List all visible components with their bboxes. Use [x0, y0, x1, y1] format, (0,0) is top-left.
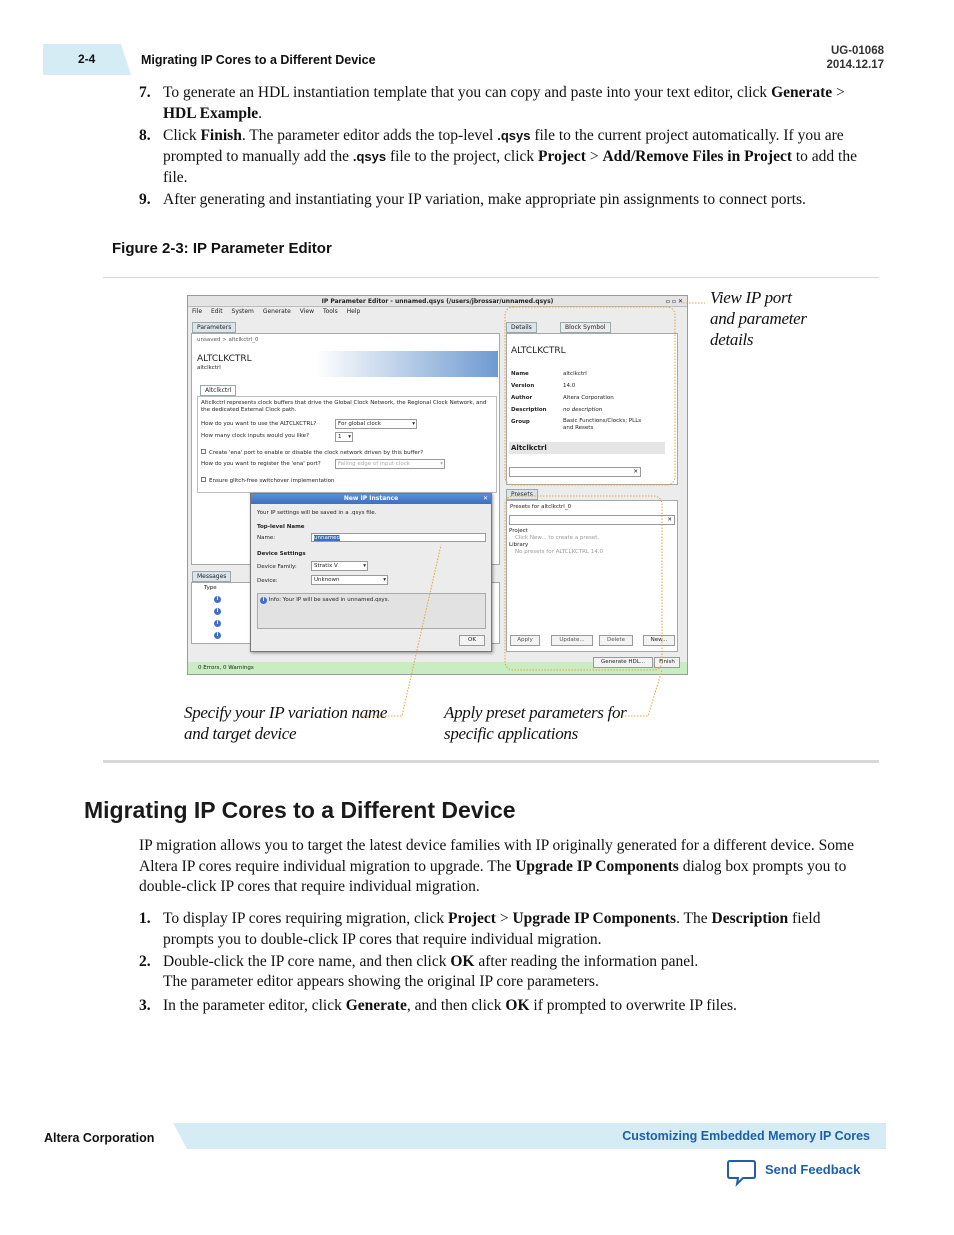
running-header-title: Migrating IP Cores to a Different Device	[141, 53, 376, 67]
chevron-down-icon: ▾	[348, 434, 351, 440]
preset-update-button[interactable]: Update...	[551, 635, 593, 646]
step-text: .	[258, 105, 263, 122]
checkbox-label: Ensure glitch-free switchover implementation	[209, 478, 335, 484]
generate-hdl-button[interactable]: Generate HDL...	[593, 657, 653, 668]
variation-leader	[361, 545, 441, 716]
presets-project[interactable]: Project	[509, 528, 528, 534]
step-text: after reading the information panel.	[474, 953, 699, 970]
presets-library[interactable]: Library	[509, 542, 529, 548]
footer-doc-title-link[interactable]: Customizing Embedded Memory IP Cores	[622, 1129, 870, 1143]
step-text: field prompts you to double-click IP cores that require individual migration.	[163, 910, 821, 948]
details-key: Name	[511, 371, 529, 377]
tab-messages[interactable]: Messages	[192, 571, 231, 582]
footer-company: Altera Corporation	[44, 1131, 155, 1145]
checkbox-label: Create 'ena' port to enable or disable the clock network driven by this buffer?	[209, 450, 423, 456]
details-value: altclkctrl	[563, 371, 587, 377]
ui-term-ok: OK	[450, 953, 475, 970]
info-icon: i	[214, 631, 221, 639]
step-text: . The parameter editor adds the top-level	[241, 127, 498, 144]
presets-project-hint: Click New... to create a preset.	[515, 535, 600, 541]
ui-term-add-remove: Add/Remove Files in Project	[602, 148, 792, 165]
details-footer: Altclkctrl	[509, 442, 665, 454]
step-number: 1.	[139, 910, 151, 927]
info-icon: i	[214, 607, 221, 615]
presets-library-hint: No presets for ALTCLKCTRL 14.0	[515, 549, 603, 555]
step-text: Click	[163, 127, 201, 144]
tab-presets[interactable]: Presets	[506, 489, 538, 500]
preset-apply-button[interactable]: Apply	[510, 635, 540, 646]
chevron-down-icon: ▾	[412, 421, 415, 427]
dialog-info: Your IP settings will be saved in a .qsys file.	[257, 510, 377, 516]
ui-term-finish: Finish	[200, 127, 242, 144]
send-feedback-link[interactable]: Send Feedback	[765, 1162, 861, 1177]
q-register-label: How do you want to register the 'ena' port?	[201, 461, 321, 467]
step-number: 9.	[139, 191, 151, 208]
ui-term-upgrade: Upgrade IP Components	[512, 910, 677, 927]
migrate-step-1	[139, 908, 859, 950]
menu-file[interactable]: File	[192, 308, 203, 315]
info-icon: i	[214, 619, 221, 627]
figure-bottom-rule	[103, 760, 879, 763]
menu-tools[interactable]: Tools	[322, 308, 338, 315]
tab-block-symbol[interactable]: Block Symbol	[560, 322, 611, 333]
step-text: After generating and instantiating your IP variation, make appropriate pin assignments to connect ports.	[163, 191, 806, 208]
dialog-title: New IP Instance	[343, 495, 399, 502]
presets-highlight	[505, 496, 662, 670]
menu-separator: >	[495, 910, 513, 927]
section-heading: Migrating IP Cores to a Different Device	[84, 797, 516, 823]
doc-date: 2014.12.17	[826, 59, 884, 71]
clear-icon[interactable]: ✕	[667, 517, 672, 523]
callout-line: specific applications	[444, 724, 578, 743]
step-text: Double-click the IP core name, and then click	[163, 953, 451, 970]
ui-term-generate: Generate	[771, 84, 833, 101]
step-number: 8.	[139, 127, 151, 144]
info-icon: i	[260, 597, 267, 604]
dialog-device-label: Device:	[257, 578, 278, 584]
select-value: For global clock	[338, 421, 381, 427]
dialog-message-text: Info: Your IP will be saved in unnamed.qsys.	[268, 597, 390, 603]
q-use-label: How do you want to use the ALTCLKCTRL?	[201, 421, 317, 427]
chevron-down-icon: ▾	[363, 563, 366, 569]
breadcrumb: unsaved > altclkctrl_0	[197, 337, 259, 343]
ui-term-generate: Generate	[345, 997, 407, 1014]
file-extension: .qsys	[497, 128, 531, 143]
select-value: Unknown	[314, 577, 340, 583]
preset-delete-button[interactable]: Delete	[599, 635, 633, 646]
details-value: no description	[563, 407, 603, 413]
menu-edit[interactable]: Edit	[210, 308, 223, 315]
step-number: 3.	[139, 997, 151, 1014]
step-text: In the parameter editor, click	[163, 997, 346, 1014]
details-value: Basic Functions/Clocks; PLLs and Resets	[563, 418, 642, 431]
finish-button[interactable]: Finish	[654, 657, 680, 668]
dialog-top-level: Top-level Name	[257, 524, 305, 530]
callout-line: View IP port	[710, 288, 792, 307]
callout-line: Specify your IP variation name	[184, 703, 388, 722]
figure-caption: Figure 2-3: IP Parameter Editor	[112, 240, 332, 257]
ui-term-ok: OK	[505, 997, 530, 1014]
step-number: 2.	[139, 953, 151, 970]
step-number: 7.	[139, 84, 151, 101]
window-title: IP Parameter Editor - unnamed.qsys (/users/jbrossar/unnamed.qsys)	[321, 298, 554, 305]
file-extension: .qsys	[352, 149, 387, 164]
details-title: ALTCLKCTRL	[511, 346, 566, 356]
intro-text: IP migration allows you to target the latest device families with IP originally generated for a different device. Some Altera IP cores require individual migration to upgrade. The	[139, 837, 854, 875]
step-text: if prompted to overwrite IP files.	[529, 997, 737, 1014]
callout-line: details	[710, 330, 754, 349]
presets-leader	[622, 670, 662, 716]
menu-separator: >	[585, 148, 603, 165]
step-text: To display IP cores requiring migration, click	[163, 910, 449, 927]
step-text: file to the current project automatically. If you are prompted to manually add the	[163, 127, 844, 165]
input-value: unnamed	[314, 535, 341, 541]
select-value: Falling edge of input clock	[338, 461, 410, 467]
ui-term-project: Project	[538, 148, 586, 165]
menu-help[interactable]: Help	[346, 308, 361, 315]
ui-term-project: Project	[448, 910, 496, 927]
migrate-step-3	[139, 995, 859, 1016]
core-subtitle: altclkctrl	[197, 365, 221, 371]
step-text: to add the file.	[163, 148, 857, 186]
migrate-step-2	[139, 952, 859, 992]
details-highlight	[505, 307, 675, 485]
clear-icon[interactable]: ✕	[633, 469, 638, 475]
step-text: , and then click	[406, 997, 506, 1014]
messages-type-header: Type	[204, 585, 217, 591]
status-text: 0 Errors, 0 Warnings	[198, 665, 254, 671]
tab-parameters[interactable]: Parameters	[192, 322, 236, 333]
feedback-icon[interactable]	[727, 1159, 757, 1187]
step-text: The parameter editor appears showing the original IP core parameters.	[163, 973, 599, 990]
dialog-ok-button[interactable]: OK	[459, 635, 485, 646]
step-text: To generate an HDL instantiation template that you can copy and paste into your text editor, click	[163, 84, 772, 101]
dialog-name-label: Name:	[257, 535, 276, 541]
menu-system[interactable]: System	[231, 308, 254, 315]
intro-text: dialog box prompts you to double-click IP cores that require individual migration.	[139, 857, 847, 895]
details-value: Altera Corporation	[563, 395, 614, 401]
preset-new-button[interactable]: New...	[643, 635, 675, 646]
details-key: Version	[511, 383, 535, 389]
ui-term-upgrade: Upgrade IP Components	[515, 857, 679, 875]
close-icon[interactable]: ✕	[482, 495, 488, 502]
tab-altclkctrl[interactable]: Altclkctrl	[200, 385, 236, 396]
info-icon: i	[214, 595, 221, 603]
dialog-family-label: Device Family:	[257, 564, 297, 570]
chevron-down-icon: ▾	[440, 461, 443, 467]
callout-line: and target device	[184, 724, 297, 743]
tab-details[interactable]: Details	[506, 322, 537, 333]
window-controls-icon[interactable]: ▫▫✕	[665, 298, 685, 305]
menu-view[interactable]: View	[299, 308, 315, 315]
core-title: ALTCLKCTRL	[197, 354, 252, 364]
doc-id: UG-01068	[830, 45, 884, 57]
ui-term-description: Description	[711, 910, 789, 927]
core-description: Altclkctrl represents clock buffers that drive the Global Clock Network, the Regional Clock Network, and the dedicated External Clock path.	[201, 400, 487, 413]
details-key: Description	[511, 407, 547, 413]
page-number: 2-4	[78, 52, 96, 66]
select-value: Stratix V	[314, 563, 338, 569]
details-key: Author	[511, 395, 533, 401]
callout-line: Apply preset parameters for	[444, 703, 627, 722]
presets-for-label: Presets for altclkctrl_0	[510, 504, 572, 510]
dialog-device-settings: Device Settings	[257, 551, 306, 557]
callout-line: and parameter	[710, 309, 807, 328]
ui-term-hdl-example: HDL Example	[163, 105, 259, 122]
q-inputs-label: How many clock inputs would you like?	[201, 433, 309, 439]
step-text: file to the project, click	[386, 148, 539, 165]
select-value: 1	[338, 434, 342, 440]
section-intro	[139, 836, 859, 898]
chevron-down-icon: ▾	[383, 577, 386, 583]
details-value: 14.0	[563, 383, 576, 389]
step-text: . The	[676, 910, 712, 927]
details-key: Group	[511, 419, 530, 425]
menu-separator: >	[832, 84, 845, 101]
menu-generate[interactable]: Generate	[262, 308, 291, 315]
